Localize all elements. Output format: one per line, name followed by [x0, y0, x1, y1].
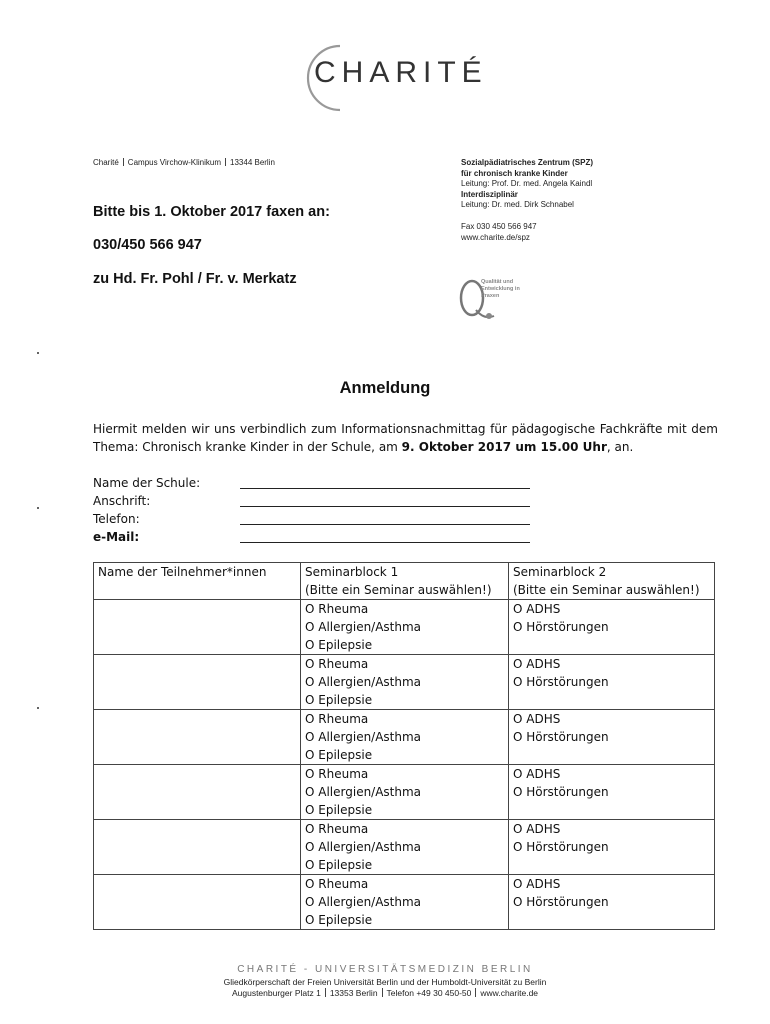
- table-header-row: [94, 563, 715, 600]
- seminar-option[interactable]: O Rheuma: [305, 657, 369, 671]
- block2-options-cell: [509, 875, 715, 930]
- department-contact: [461, 222, 537, 243]
- logo-text: CHARITÉ: [314, 56, 488, 89]
- seminar-option[interactable]: O Hörstörungen: [513, 620, 609, 634]
- quality-line-3: Praxen: [481, 293, 500, 299]
- address-input-line[interactable]: [240, 506, 530, 507]
- margin-dot: [37, 352, 39, 354]
- header-block1-label: Seminarblock 1: [305, 565, 399, 579]
- quality-logo: [458, 278, 548, 322]
- registration-table: [93, 562, 715, 930]
- block1-options-cell: [301, 655, 509, 710]
- seminar-option[interactable]: O ADHS: [513, 822, 561, 836]
- block2-options-cell: [509, 655, 715, 710]
- block2-options-cell: [509, 710, 715, 765]
- seminar-option[interactable]: O ADHS: [513, 877, 561, 891]
- block1-options-cell: [301, 820, 509, 875]
- table-row: [94, 710, 715, 765]
- block1-options-cell: [301, 710, 509, 765]
- seminar-option[interactable]: O Epilepsie: [305, 913, 373, 927]
- footer-affiliation: Gliedkörperschaft der Freien Universität Berlin und der Humboldt-Universität zu Berlin: [223, 977, 547, 987]
- seminar-option[interactable]: O Rheuma: [305, 767, 369, 781]
- seminar-option[interactable]: O Hörstörungen: [513, 785, 609, 799]
- separator: [123, 158, 124, 166]
- seminar-option[interactable]: O ADHS: [513, 657, 561, 671]
- table-row: [94, 820, 715, 875]
- seminar-option[interactable]: O Rheuma: [305, 712, 369, 726]
- department-lead-1: Leitung: Prof. Dr. med. Angela Kaindl: [461, 179, 593, 188]
- quality-logo-text: [481, 279, 520, 300]
- footer-org: CHARITÉ - UNIVERSITÄTSMEDIZIN BERLIN: [237, 964, 533, 975]
- participant-name-cell[interactable]: [94, 820, 301, 875]
- header-participant-label: Name der Teilnehmer*innen: [98, 565, 267, 579]
- seminar-option[interactable]: O Allergien/Asthma: [305, 675, 422, 689]
- table-row: [94, 655, 715, 710]
- department-block: [461, 158, 593, 211]
- seminar-option[interactable]: O Allergien/Asthma: [305, 620, 422, 634]
- page-title: Anmeldung: [339, 379, 431, 397]
- seminar-option[interactable]: O ADHS: [513, 767, 561, 781]
- seminar-option[interactable]: O Epilepsie: [305, 748, 373, 762]
- participant-name-cell[interactable]: [94, 710, 301, 765]
- school-name-input-line[interactable]: [240, 488, 530, 489]
- phone-input-line[interactable]: [240, 524, 530, 525]
- page-footer: [0, 964, 770, 998]
- field-label: Name der Schule:: [93, 476, 201, 490]
- block2-options-cell: [509, 600, 715, 655]
- seminar-option[interactable]: O Hörstörungen: [513, 675, 609, 689]
- header-block2-label: Seminarblock 2: [513, 565, 607, 579]
- seminar-option[interactable]: O Rheuma: [305, 822, 369, 836]
- separator: [475, 988, 476, 997]
- seminar-option[interactable]: O ADHS: [513, 602, 561, 616]
- table-row: [94, 765, 715, 820]
- seminar-option[interactable]: O Allergien/Asthma: [305, 895, 422, 909]
- seminar-option[interactable]: O Rheuma: [305, 877, 369, 891]
- department-fax: Fax 030 450 566 947: [461, 222, 537, 231]
- block2-options-cell: [509, 820, 715, 875]
- sender-city: 13344 Berlin: [230, 158, 275, 167]
- fax-attention: zu Hd. Fr. Pohl / Fr. v. Merkatz: [93, 271, 297, 287]
- participant-name-cell[interactable]: [94, 600, 301, 655]
- seminar-option[interactable]: O Hörstörungen: [513, 840, 609, 854]
- seminar-option[interactable]: O Epilepsie: [305, 638, 373, 652]
- footer-address: [0, 988, 770, 998]
- seminar-option[interactable]: O ADHS: [513, 712, 561, 726]
- seminar-option[interactable]: O Allergien/Asthma: [305, 840, 422, 854]
- seminar-option[interactable]: O Epilepsie: [305, 803, 373, 817]
- seminar-option[interactable]: O Allergien/Asthma: [305, 785, 422, 799]
- header-block1: [301, 563, 509, 600]
- sender-address: [93, 158, 275, 167]
- header-block2-note: (Bitte ein Seminar auswählen!): [513, 583, 700, 597]
- department-section: Interdisziplinär: [461, 189, 518, 199]
- footer-phone: Telefon +49 30 450-50: [386, 988, 472, 998]
- margin-dot: [37, 507, 39, 509]
- field-label: Telefon:: [93, 512, 140, 526]
- block2-options-cell: [509, 765, 715, 820]
- block1-options-cell: [301, 875, 509, 930]
- footer-city: 13353 Berlin: [329, 988, 378, 998]
- department-web: www.charite.de/spz: [461, 232, 530, 242]
- seminar-option[interactable]: O Hörstörungen: [513, 730, 609, 744]
- seminar-option[interactable]: O Hörstörungen: [513, 895, 609, 909]
- department-lead-2: Leitung: Dr. med. Dirk Schnabel: [461, 200, 574, 209]
- block1-options-cell: [301, 600, 509, 655]
- separator: [382, 988, 383, 997]
- sender-org: Charité: [93, 158, 119, 167]
- footer-web: www.charite.de: [480, 988, 539, 998]
- email-input-line[interactable]: [240, 542, 530, 543]
- fax-number: 030/450 566 947: [93, 237, 202, 253]
- separator: [225, 158, 226, 166]
- margin-dot: [37, 707, 39, 709]
- intro-paragraph: [93, 420, 718, 456]
- intro-date: 9. Oktober 2017 um 15.00 Uhr: [401, 440, 607, 454]
- header-participant: [94, 563, 301, 600]
- table-row: [94, 875, 715, 930]
- department-name: Sozialpädiatrisches Zentrum (SPZ): [461, 158, 594, 167]
- field-label: e-Mail:: [93, 530, 140, 544]
- header-block2: [509, 563, 715, 600]
- participant-name-cell[interactable]: [94, 765, 301, 820]
- charite-logo: [292, 42, 488, 114]
- department-subtitle: für chronisch kranke Kinder: [461, 168, 568, 178]
- sender-campus: Campus Virchow-Klinikum: [127, 158, 222, 167]
- block1-options-cell: [301, 765, 509, 820]
- intro-text: Hiermit melden wir uns verbindlich zum Informationsnachmittag für pädagogische Fachkräfte mit dem Thema: Chronisch kranke Kinder in der Schule, am: [93, 422, 718, 454]
- participant-name-cell[interactable]: [94, 655, 301, 710]
- separator: [325, 988, 326, 997]
- participant-name-cell[interactable]: [94, 875, 301, 930]
- seminar-option[interactable]: O Rheuma: [305, 602, 369, 616]
- table-row: [94, 600, 715, 655]
- intro-end: , an.: [606, 440, 634, 454]
- seminar-option[interactable]: O Epilepsie: [305, 858, 373, 872]
- quality-line-2: Entwicklung in: [481, 286, 520, 292]
- header-block1-note: (Bitte ein Seminar auswählen!): [305, 583, 492, 597]
- quality-line-1: Qualität und: [481, 279, 514, 285]
- field-label: Anschrift:: [93, 494, 151, 508]
- footer-street: Augustenburger Platz 1: [231, 988, 321, 998]
- fax-title: Bitte bis 1. Oktober 2017 faxen an:: [93, 204, 330, 220]
- seminar-option[interactable]: O Allergien/Asthma: [305, 730, 422, 744]
- seminar-option[interactable]: O Epilepsie: [305, 693, 373, 707]
